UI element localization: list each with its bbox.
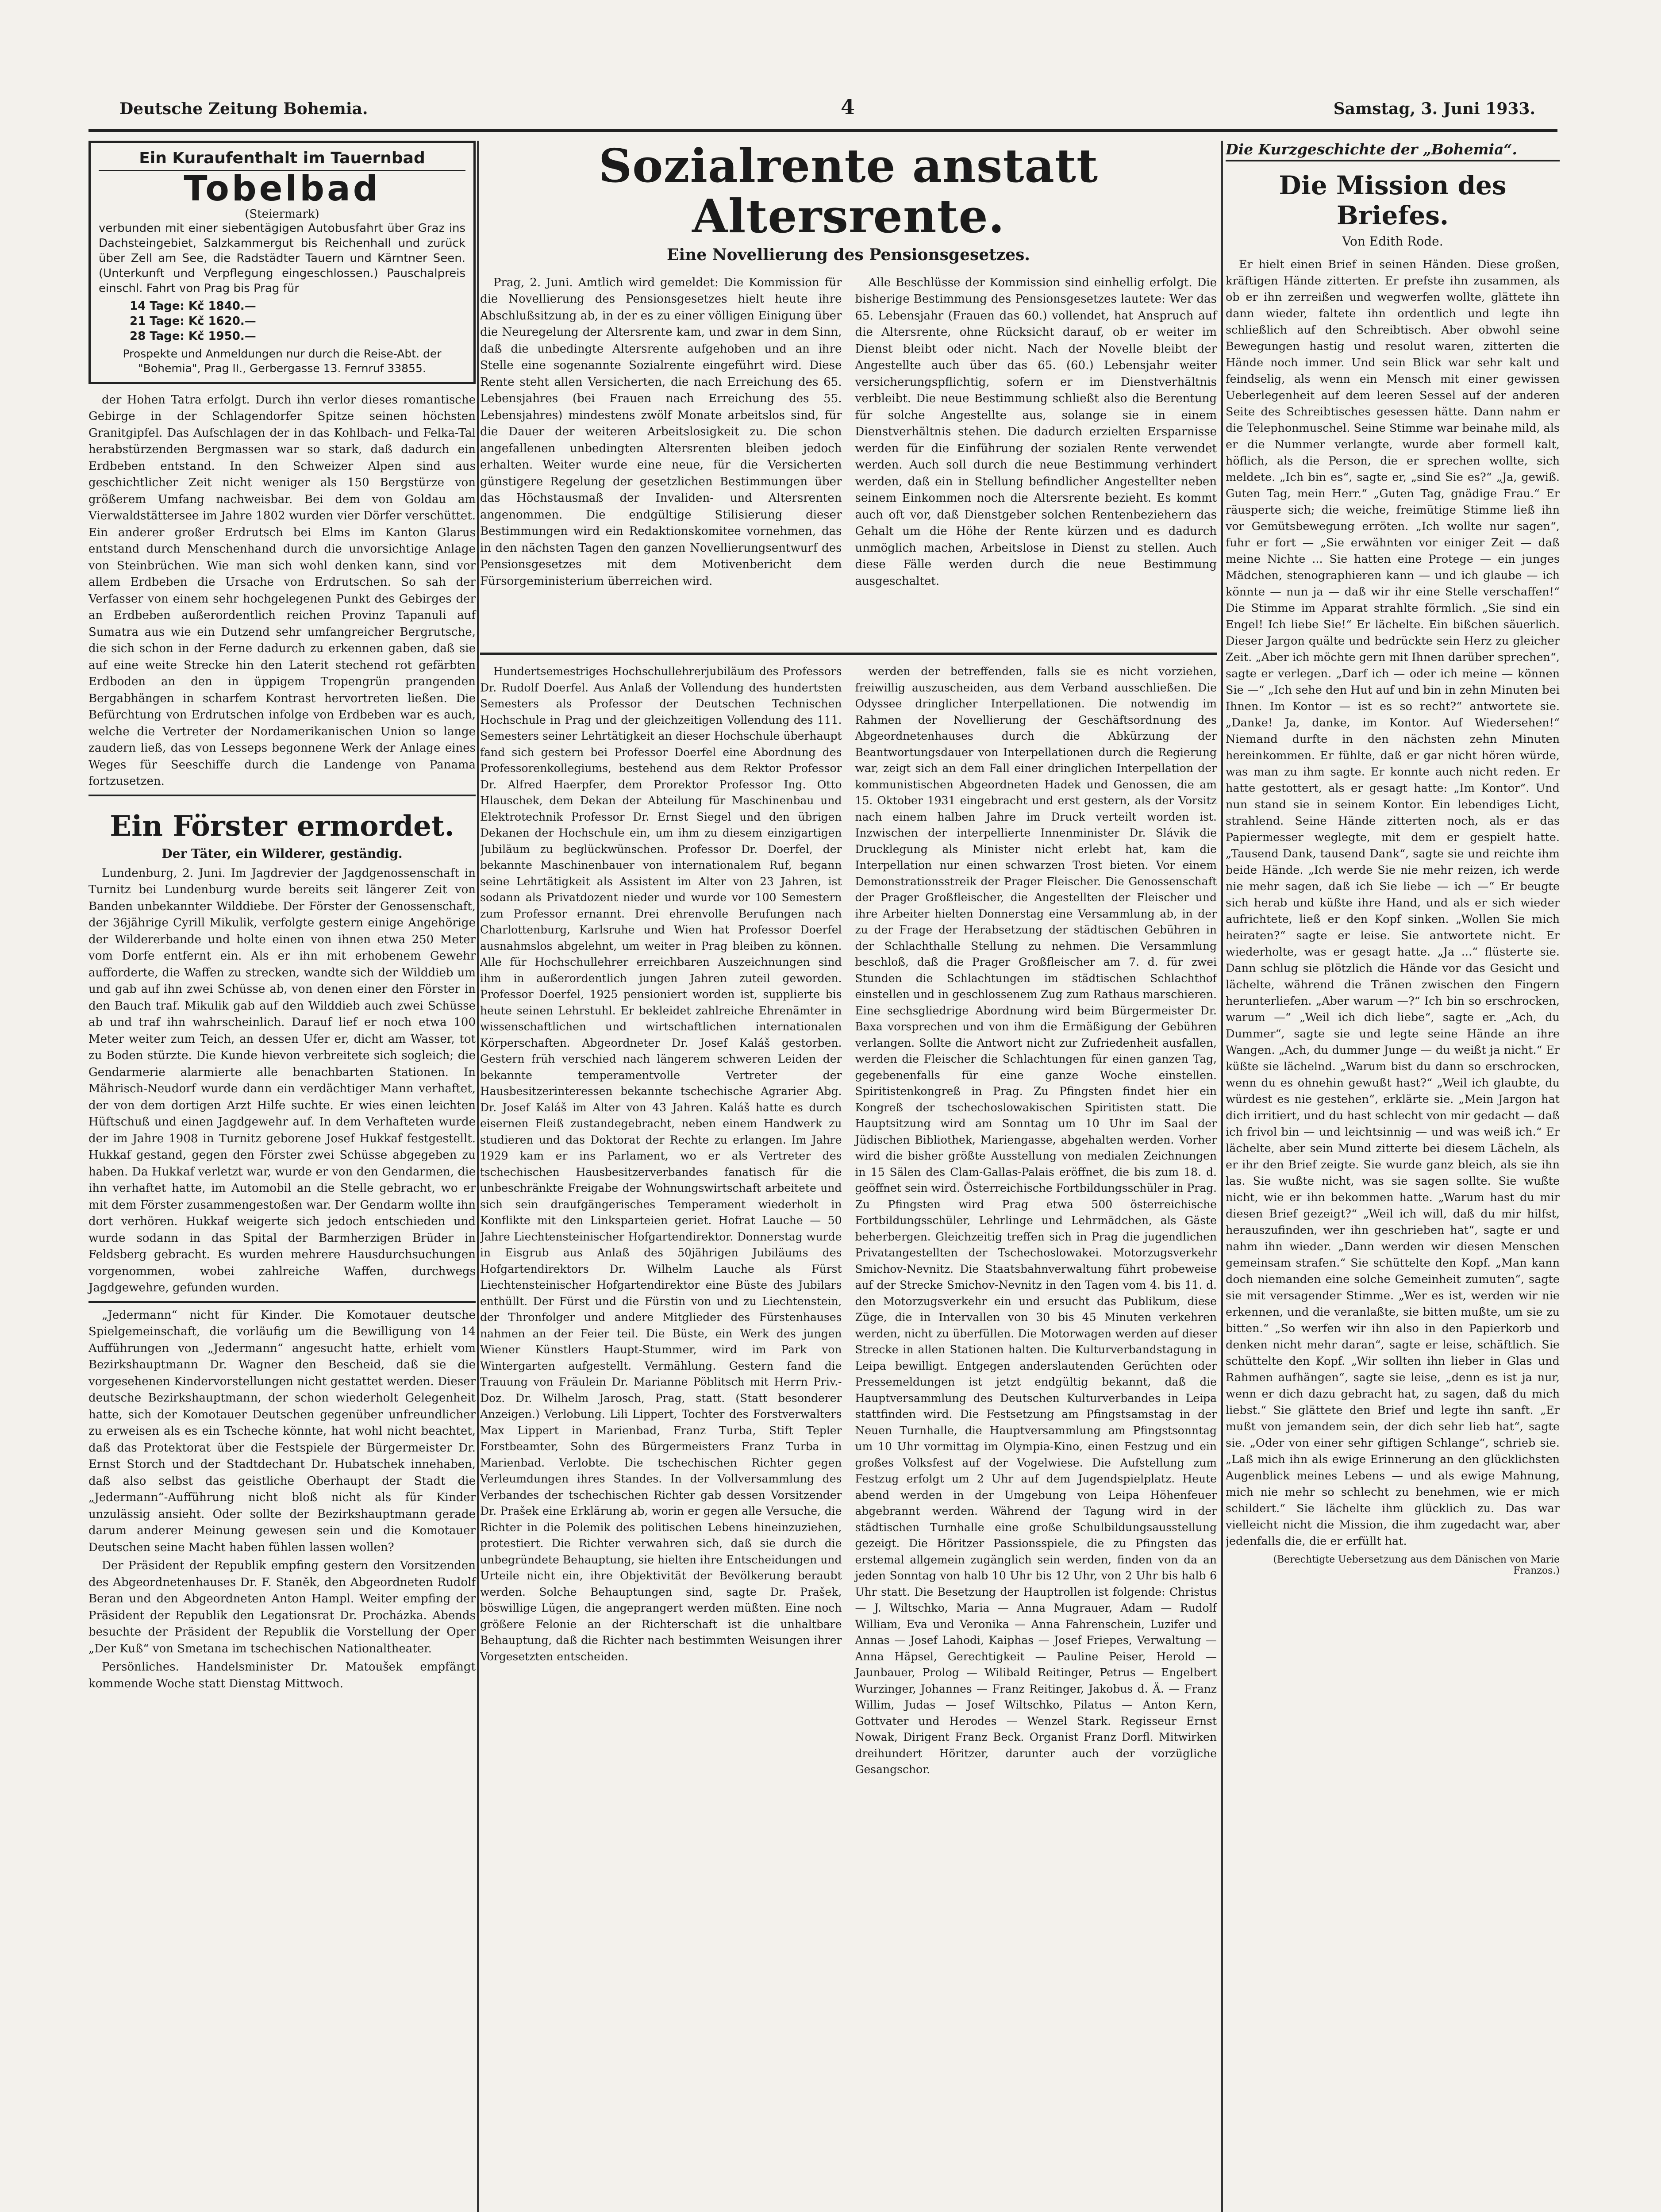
news-item: Persönliches. Handelsminister Dr. Matoušek empfängt kommende Woche statt Dienstag Mittwoch. [88, 1660, 476, 1690]
page-number: 4 [841, 95, 855, 119]
issue-date: Samstag, 3. Juni 1933. [1333, 100, 1535, 118]
ad-headline: Ein Kuraufenthalt im Tauernbad [99, 149, 465, 171]
column-rule [477, 141, 479, 2212]
divider [88, 1301, 476, 1303]
local-news [480, 664, 1217, 2212]
story-text: Er hielt einen Brief in seinen Händen. Diese großen, kräftigen Hände zitterten. Er prefste ihn zusammen, als ob er ihn zerreißen und wegwerfen wollte, glättete ihn dann wieder, faltete ihn ordentlich und legte ihn schließlich auf den Schreibtisch. Aber obwohl seine Bewegungen hastig und resolut waren, zitterten die Hände noch immer. Und sein Blick war sehr kalt und feindselig, als wenn ein Mensch mit einer gewissen Ueberlegenheit auf dem leeren Sessel auf der anderen Seite des Schreibtisches gesessen hätte. Dann nahm er die Telephonmuschel. Seine Stimme war beinahe mild, als er die Nummer verlangte, wurde aber formell kalt, höflich, als die Person, die er sprechen wollte, sich meldete. „Ich bin es“, sagte er, „sind Sie es?“ „Ja, gewiß. Guten Tag, mein Herr.“ „Guten Tag, gnädige Frau.“ Er räusperte sich; die weiche, freimütige Stimme ließ ihn vor Gemütsbewegung erröten. „Ich wollte nur sagen“, fuhr er fort — „Sie erwähnten vor einiger Zeit — daß meine Nichte ... Sie hatten eine Protege — ein junges Mädchen, stenographieren kann — und ich glaube — ich könnte — nun ja — daß wir ihr eine Stelle verschaffen!“ Die Stimme im Apparat strahlte förmlich. „Sie sind ein Engel! Ich liebe Sie!“ Er lächelte. Ein bißchen säuerlich. Dieser Jargon quälte und bedrückte sein Herz zu gleicher Zeit. „Aber ich möchte gern mit Ihnen darüber sprechen“, sagte er verlegen. „Darf ich — oder ich meine — können Sie —“ „Ich sehe den Hut auf und bin in zehn Minuten bei Ihnen. Im Kontor — ist es so recht?“ antwortete sie. „Danke! Ja, danke, im Kontor. Auf Wiedersehen!“ Niemand durfte in den nächsten zehn Minuten hereinkommen. Er fühlte, daß er gar nicht hören würde, was man zu ihm sagte. Er konnte auch nicht reden. Er hatte gestottert, als er gesagt hatte: „Im Kontor“. Und nun stand sie in seinem Kontor. Ein lebendiges Licht, strahlend. Seine Hände zitterten noch, als er das Papiermesser weglegte, mit dem er gespielt hatte. „Tausend Dank, tausend Dank“, sagte sie und reichte ihm beide Hände. „Ich werde Sie nie mehr reizen, ich werde nie mehr sagen, daß ich Sie liebe — ich —“ Er beugte sich herab und küßte ihre Hand, und als er sich wieder aufrichtete, ließ er den Kopf sinken. „Wollen Sie mich heiraten?“ sagte er leise. Sie antwortete nicht. Er wiederholte, was er gesagt hatte. „Ja ...“ flüsterte sie. Dann schlug sie plötzlich die Hände vor das Gesicht und lächelte, während die Tränen zwischen den Fingern herunterliefen. „Aber warum —?“ Ich bin so erschrocken, warum —“ „Weil ich dich liebe“, sagte er. „Ach, du Dummer“, sagte sie und legte seine Hände an ihre Wangen. „Ach, du dummer Junge — du weißt ja nicht.“ Er küßte sie lächelnd. „Warum bist du dann so erschrocken, wenn du es ohnehin gewußt hast?“ „Weil ich glaubte, du würdest es nie gestehen“, erklärte sie. „Mein Jargon hat dich irritiert, und du hast schlecht von mir gedacht — daß ich frivol bin — und leichtsinnig — und was weiß ich.“ Er lächelte, aber sein Mund zitterte bei diesem Lächeln, als er ihr den Brief zeigte. Sie wurde ganz bleich, als sie ihn las. Sie wußte nicht, was sie sagen sollte. Sie wußte nicht, wie er ihn bekommen hatte. „Warum hast du mir diesen Brief gezeigt?“ „Weil ich will, daß du mir hilfst, herauszufinden, wer ihn geschrieben hat“, sagte er und nahm ihn wieder. „Dann werden wir diesen Menschen gemeinsam strafen.“ Sie schüttelte den Kopf. „Man kann doch niemanden eine solche Gemeinheit zumuten“, sagte sie mit versagender Stimme. „Wer es ist, werden wir nie erkennen, und die veranlaßte, sie bitten mußte, um sie zu bitten.“ „So werfen wir ihn also in den Papierkorb und denken nicht mehr daran“, sagte er leise, schäftlich. Sie schüttelte den Kopf. „Wir sollten ihn lieber in Glas und Rahmen aufhängen“, sagte sie leise, „denn es ist ja nur, wenn er dich dazu gebracht hat, zu sagen, daß du mich liebst.“ Sie glättete den Brief und legte ihn sanft. „Er mußt von jemandem sein, der dich sehr lieb hat“, sagte sie. „Oder von einer sehr giftigen Schlange“, schrieb sie. „Laß mich ihn als ewige Erinnerung an den glücklichsten Augenblick meines Lebens — und als ewige Mahnung, mich nie mehr so schlecht zu benehmen, wie er mich schildert.“ Sie lächelte ihm glücklich zu. Das war vielleicht nicht die Mission, die ihm zugedacht war, aber jedenfalls die, die er erfüllt hat. [1226, 258, 1560, 1548]
local-news-body [480, 664, 1217, 1780]
main-article-body [480, 275, 1217, 592]
column-rule [1221, 141, 1223, 2212]
story-title: Die Mission des Briefes. [1279, 170, 1507, 230]
ad-footer: Prospekte und Anmeldungen nur durch die Reise-Abt. der "Bohemia", Prag II., Gerbergasse 13. Fernruf 33855. [123, 347, 442, 375]
column-1 [88, 141, 476, 1694]
story-body [1226, 257, 1560, 1550]
landslide-article [88, 392, 476, 790]
short-story [1226, 141, 1560, 2212]
paper-name: Deutsche Zeitung Bohemia. [119, 100, 368, 118]
article-paragraph: Prag, 2. Juni. Amtlich wird gemeldet: Die Kommission für die Novellierung des Pensionsgesetzes hielt heute ihre Abschlußsitzung ab, in der es zu einer völligen Einigung über die Neuregelung der Altersrente kam, und zwar in dem Sinn, daß die unbedingte Altersrente aufgehoben und an ihre Stelle eine sogenannte Sozialrente eingeführt wird. Diese Rente steht allen Versicherten, die nach Erreichung des 65. Lebensjahres (bei Frauen nach Erreichung des 55. Lebensjahres) mindestens zwölf Monate arbeitslos sind, für die Dauer der weiteren Arbeitslosigkeit zu. Die schon angefallenen unbedingten Altersrenten bleiben jedoch erhalten. Weiter wurde eine neue, für die Versicherten günstigere Regelung der gesetzlichen Bestimmungen über das Höchstausmaß der Invaliden- und Altersrenten angenommen. Die endgültige Stilisierung dieser Bestimmungen wird ein Redaktionskomitee vornehmen, das in den nächsten Tagen den ganzen Novellierungsentwurf des Pensionsgesetzes mit dem Motivenbericht dem Fürsorgeministerium überreichen wird. [480, 276, 842, 588]
header-rule [88, 129, 1557, 132]
ad-price: 21 Tage: Kč 1620.— [130, 314, 256, 328]
main-subheadline: Eine Novellierung des Pensionsgesetzes. [667, 245, 1030, 264]
main-headline: Sozialrente anstatt Altersrente. [599, 138, 1098, 244]
ad-price: 28 Tage: Kč 1950.— [130, 329, 256, 343]
advertisement [88, 141, 476, 384]
running-header [119, 95, 1535, 126]
story-author: Von Edith Rode. [1342, 234, 1443, 249]
ad-name: Tobelbad [184, 169, 381, 209]
article-paragraph: Lundenburg, 2. Juni. Im Jagdrevier der Jagdgenossenschaft in Turnitz bei Lundenburg wurde bereits seit längerer Zeit von Banden unbekannter Wilddiebe. Der Förster der Genossenschaft, der 36jährige Cyrill Mikulik, verfolgte gestern einige Angehörige der Wildererbande und holte einen von ihnen etwa 250 Meter vom Dorfe entfernt ein. Als er ihn mit erhobenem Gewehr aufforderte, die Waffen zu strecken, wandte sich der Wilddieb um und gab auf ihn zwei Schüsse ab, von denen einer den Förster in den Bauch traf. Mikulik gab auf den Wilddieb auch zwei Schüsse ab und traf ihn wahrscheinlich. Darauf lief er noch etwa 100 Meter weiter zum Teich, an dessen Ufer er, dicht am Wasser, tot zu Boden stürzte. Die Kunde hievon verbreitete sich sogleich; die Gendarmerie alarmierte alle benachbarten Stationen. In Mährisch-Neudorf wurde dann ein verdächtiger Mann verhaftet, der von dem dortigen Arzt Hilfe suchte. Er wies einen leichten Hüftschuß und einen Jagdgewehr auf. In dem Verhafteten wurde der im Jahre 1908 in Turnitz geborene Josef Hukkaf festgestellt. Hukkaf gestand, gegen den Förster zwei Schüsse abgegeben zu haben. Da Hukkaf verletzt war, wurde er von den Gendarmen, die ihn verhaftet hatte, im Automobil an die Stelle gebracht, wo er mit dem Förster zusammengestoßen war. Der Gendarm wollte ihn dort verhören. Hukkaf weigerte sich jedoch entschieden und wurde sodann in das Spital der Barmherzigen Brüder in Feldsberg gebracht. Es wurden mehrere Hausdurchsuchungen vorgenommen, wobei zahlreiche Waffen, durchwegs Jagdgewehre, gefunden wurden. [88, 866, 476, 1295]
news-item: „Jedermann“ nicht für Kinder. Die Komotauer deutsche Spielgemeinschaft, die vorläufig um die Bewilligung von 14 Aufführungen von „Jedermann“ angesucht hatte, erhielt vom Bezirkshauptmann Dr. Wagner den Bescheid, daß sie die vorgesehenen Kindervorstellungen nicht gestattet werden. Dieser deutsche Bezirkshauptmann, der schon wiederholt Gelegenheit hatte, sich der Komotauer Deutschen gegenüber unfreundlicher zu erweisen als es ein Tscheche könnte, hat wohl nicht beachtet, daß das Protektorat über die Festspiele der Bürgermeister Dr. Ernst Storch und der Stadtdechant Dr. Hubatschek innehaben, daß also selbst das geistliche Oberhaupt der Stadt die „Jedermann“-Aufführung nicht bloß nicht als für Kinder unzulässig ansieht. Oder sollte der Bezirkshauptmann gerade darum anderer Meinung gewesen sein und die Komotauer Deutschen seine Macht haben fühlen lassen wollen? [88, 1308, 476, 1554]
divider [88, 795, 476, 796]
article-title: Ein Förster ermordet. [110, 809, 454, 843]
divider [480, 653, 1217, 655]
short-news [88, 1307, 476, 1693]
news-item: Hundertsemestriges Hochschullehrerjubiläum des Professors Dr. Rudolf Doerfel. Aus Anlaß der Vollendung des hundertsten Semesters als Professor der Deutschen Technischen Hochschule in Prag und der gleichzeitigen Vollendung des 111. Semesters seiner Lehrtätigkeit an dieser Hochschule überhaupt fand sich gestern bei Professor Doerfel eine Abordnung des Professorenkollegiums, bestehend aus dem Rektor Professor Dr. Alfred Haerpfer, dem Prorektor Professor Ing. Otto Hlauschek, dem Dekan der Abteilung für Maschinenbau und Elektrotechnik Professor Dr. Ernst Siegel und den übrigen Dekanen der Hochschule ein, um ihm zu diesem einzigartigen Jubiläum zu beglückwünschen. Professor Dr. Doerfel, der bekannte Maschinenbauer von internationalem Ruf, begann seine Lehrtätigkeit als Assistent im Alter von 23 Jahren, ist sodann als Privatdozent nieder und wurde vor 100 Semestern zum Professor ernannt. Drei ehrenvolle Berufungen nach Charlottenburg, Karlsruhe und Wien hat Professor Doerfel ausnahmslos abgelehnt, um weiter in Prag bleiben zu können. Alle für Hochschullehrer erreichbaren Auszeichnungen sind ihm in außerordentlich jungen Jahren zuteil geworden. Professor Doerfel, 1925 pensioniert worden ist, supplierte bis heute seinen Lehrstuhl. Er bekleidet zahlreiche Ehrenämter in wissenschaftlichen und wirtschaftlichen internationalen Körperschaften. Abgeordneter Dr. Josef Kaláš gestorben. Gestern früh verschied nach längerem schweren Leiden der bekannte temperamentvolle Vertreter der Hausbesitzerinteressen bekannte tschechische Agrarier Abg. Dr. Josef Kaláš im Alter von 43 Jahren. Kaláš hatte es durch eisernen Fleiß zustandegebracht, neben einem Handwerk zu studieren und das Doktorat der Rechte zu erlangen. Im Jahre 1929 kam er ins Parlament, wo er als Vertreter des tschechischen Hausbesitzerverbandes fanatisch für die unbeschränkte Freigabe der Wohnungswirtschaft arbeitete und sich sein draufgängerisches Temperament wiederholt in Konflikte mit den Linksparteien geriet. Hofrat Lauche — 50 Jahre Liechtensteinischer Hofgartendirektor. Donnerstag wurde in Eisgrub aus Anlaß des 50jährigen Jubiläums des Hofgartendirektors Dr. Wilhelm Lauche als Fürst Liechtensteinischer Hofgartendirektor eine Büste des Jubilars enthüllt. Der Fürst und die Fürstin von und zu Liechtenstein, der Thronfolger und andere Mitglieder des Fürstenhauses nahmen an der Feier teil. Die Büste, ein Werk des jungen Wiener Künstlers Haupt-Stummer, wird im Park von Wintergarten aufgestellt. Vermählung. Gestern fand die Trauung von Fräulein Dr. Marianne Pöblitsch mit Herrn Priv.-Doz. Dr. Wilhelm Jarosch, Prag, statt. (Statt besonderer Anzeigen.) Verlobung. Lili Lippert, Tochter des Forstverwalters Max Lippert in Marienbad, Franz Turba, Stift Tepler Forstbeamter, Sohn des Bürgermeisters Franz Turba in Marienbad. Verlobte. Die tschechischen Richter gegen Verleumdungen ihres Standes. In der Vollversammlung des Verbandes der tschechischen Richter gab dessen Vorsitzender Dr. Prašek eine Erklärung ab, worin er gegen alle Versuche, die Richter in die Polemik des politischen Lebens hineinzuziehen, protestiert. Die Richter verwahren sich, daß sie durch die unbegründete Behauptung, sie hielten ihre Entscheidungen und Urteile nicht ein, ihre Objektivität der Bevölkerung beraubt werden. Solche Behauptungen sind, sagte Dr. Prašek, böswillige Lügen, die angeprangert werden müßten. Eine noch größere Felonie an der Richterschaft ist die unhaltbare Behauptung, daß die Richter nach bestimmten Weisungen ihrer Vorgesetzten entscheiden. [480, 665, 842, 1663]
news-item: Der Präsident der Republik empfing gestern den Vorsitzenden des Abgeordnetenhauses Dr. F. Staněk, den Abgeordneten Rudolf Beran und den Abgeordneten Anton Hampl. Weiter empfing der Präsident der Republik den Legationsrat Dr. Procházka. Abends besuchte der Präsident der Republik die Vorstellung der Oper „Der Kuß“ von Smetana im tschechischen Nationaltheater. [88, 1559, 476, 1655]
translation-note: (Berechtigte Uebersetzung aus dem Dänischen von Marie Franzos.) [1273, 1554, 1560, 1576]
ad-region: (Steiermark) [245, 207, 319, 221]
ad-price: 14 Tage: Kč 1840.— [130, 299, 256, 313]
article-paragraph: Alle Beschlüsse der Kommission sind einhellig erfolgt. Die bisherige Bestimmung des Pensionsgesetzes lautete: Wer das 65. Lebensjahr (Frauen das 60.) vollendet, hat Anspruch auf die Altersrente, ohne Rücksicht darauf, ob er weiter im Dienst bleibt oder nicht. Nach der Novelle bleibt der Angestellte auch über das 65. (60.) Lebensjahr weiter versicherungspflichtig, sofern er im Dienstverhältnis verbleibt. Die neue Bestimmung schließt also die Berentung für solche Angestellte aus, solange sie in einem Dienstverhältnis stehen. Die dadurch erzielten Ersparnisse werden für die Einführung der sozialen Rente verwendet werden. Auch soll durch die neue Bestimmung verhindert werden, daß ein in Stellung befindlicher Angestellter neben seinem Einkommen noch die Altersrente bezieht. Es kommt auch oft vor, daß Dienstgeber solchen Rentenbeziehern das Gehalt um die Höhe der Rente kürzen und es dadurch unmöglich machen, Arbeitslose in Dienst zu stellen. Auch diese Fälle werden durch die neue Bestimmung ausgeschaltet. [855, 276, 1217, 588]
section-kicker: Die Kurzgeschichte der „Bohemia“. [1226, 141, 1560, 161]
article-subtitle: Der Täter, ein Wilderer, geständig. [161, 846, 403, 861]
main-article [480, 138, 1217, 649]
news-item: werden der betreffenden, falls sie es nicht vorziehen, freiwillig auszuscheiden, aus dem Verband ausschließen. Die Odyssee dringlicher Interpellationen. Die notwendig im Rahmen der Novellierung der Geschäftsordnung des Abgeordnetenhauses durch die Abkürzung der Beantwortungsdauer von Interpellationen durch die Regierung war, zeigt sich an dem Fall einer dringlichen Interpellation der kommunistischen Abgeordneten Hadek und Genossen, die am 15. Oktober 1931 eingebracht und erst gestern, als der Vorsitz nach einem halben Jahre im Druck verteilt worden ist. Inzwischen der interpellierte Innenminister Dr. Slávik die Drucklegung als Minister nicht erlebt hat, kam die Interpellation nur einen schwarzen Trost bieten. Vor einem Demonstrationsstreik der Prager Fleischer. Die Genossenschaft der Prager Großfleischer, die Angestellten der Fleischer und ihre Arbeiter hielten Donnerstag eine Versammlung ab, in der zu der Frage der Herabsetzung der städtischen Gebühren in der Schlachthalle Stellung zu nehmen. Die Versammlung beschloß, daß die Prager Großfleischer am 7. d. für zwei Stunden die Schlachtungen im städtischen Schlachthof einstellen und in geschlossenem Zug zum Rathaus marschieren. Eine sechsgliedrige Abordnung wird beim Bürgermeister Dr. Baxa vorsprechen und von ihm die Ermäßigung der Gebühren verlangen. Sollte die Antwort nicht zur Zufriedenheit ausfallen, werden die Fleischer die Schlachtungen für einen ganzen Tag, gegebenenfalls für eine ganze Woche einstellen. Spiritistenkongreß in Prag. Zu Pfingsten findet hier ein Kongreß der tschechoslowakischen Spiritisten statt. Die Hauptsitzung wird am Sonntag um 10 Uhr im Saal der Jüdischen Bibliothek, Mariengasse, abgehalten werden. Vorher wird die bisher größte Ausstellung von medialen Zeichnungen in 15 Sälen des Clam-Gallas-Palais eröffnet, die bis zum 18. d. geöffnet sein wird. Österreichische Fortbildungsschüler in Prag. Zu Pfingsten wird Prag etwa 500 österreichische Fortbildungsschüler, Lehrlinge und Lehrmädchen, als Gäste beherbergen. Gleichzeitig treffen sich in Prag die jugendlichen Privatangestellten der Tschechoslowakei. Motorzugsverkehr Smichov-Nevnitz. Die Staatsbahnverwaltung führt probeweise auf der Strecke Smichov-Nevnitz in den Tagen vom 4. bis 11. d. den Motorzugsverkehr ein und ersucht das Publikum, diese Züge, die in Intervallen von 30 bis 45 Minuten verkehren werden, nicht zu überfüllen. Die Motorwagen werden auf dieser Strecke in allen Stationen halten. Die Kulturverbandstagung in Leipa bewilligt. Entgegen anderslautenden Gerüchten oder Pressemeldungen ist jetzt endgültig bekannt, daß die Hauptversammlung des Deutschen Kulturverbandes in Leipa stattfinden wird. Die Festsetzung am Pfingstsamstag in der Neuen Turnhalle, die Hauptversammlung am Pfingstsonntag um 10 Uhr vormittag im Olympia-Kino, einen Festzug und ein großes Volksfest auf der Vogelwiese. Die Aufstellung zum Festzug erfolgt um 2 Uhr auf dem Jugendspielplatz. Heute abend werden in der Umgebung von Leipa Höhenfeuer abgebrannt werden. Während der Tagung wird in der städtischen Turnhalle eine große Schulbildungsausstellung gezeigt. Die Höritzer Passionsspiele, die zu Pfingsten das erstemal allgemein zugänglich sein werden, finden von da an jeden Sonntag von halb 10 Uhr bis 12 Uhr, von 2 Uhr bis halb 6 Uhr statt. Die Besetzung der Hauptrollen ist folgende: Christus — J. Wiltschko, Maria — Anna Mugrauer, Adam — Rudolf William, Eva und Veronika — Anna Fahrenschein, Luzifer und Annas — Josef Lahodi, Kaiphas — Josef Friepes, Verwaltung — Anna Häpsel, Gerechtigkeit — Pauline Peiser, Herold — Jaunbauer, Prolog — Wilibald Reitinger, Petrus — Engelbert Wurzinger, Johannes — Franz Reitinger, Jakobus d. Ä. — Franz Willim, Judas — Josef Wiltschko, Pilatus — Anton Kern, Gottvater und Herodes — Wenzel Stark. Regisseur Ernst Nowak, Dirigent Franz Beck. Organist Franz Dorfl. Mitwirken dreihundert Höritzer, darunter auch der vorzügliche Gesangschor. [855, 665, 1217, 1776]
article-paragraph: der Hohen Tatra erfolgt. Durch ihn verlor dieses romantische Gebirge in der Schlagendorfer Spitze seinen höchsten Granitgipfel. Das Aufschlagen der in das Kohlbach- und Felka-Tal herabstürzenden Bergmassen war so stark, daß dadurch ein Erdbeben entstand. In den Schweizer Alpen sind aus geschichtlicher Zeit nicht weniger als 150 Bergstürze von größerem Umfang nachweisbar. Bei dem von Goldau am Vierwaldstättersee im Jahre 1802 wurden vier Dörfer verschüttet. Ein anderer großer Erdrutsch bei Elms im Kanton Glarus entstand durch Menschenhand durch die unvorsichtige Anlage von Steinbrüchen. Wie man sich wohl denken kann, sind vor allem Erdbeben die Ursache von Erdrutschen. So sah der Verfasser von einem sehr hochgelegenen Punkt des Gebirges der an Erdbeben außerordentlich reichen Provinz Tapanuli auf Sumatra aus wie ein Dutzend sehr umfangreicher Bergrutsche, die sich schon in der Ferne dadurch zu erkennen gaben, daß sie auf eine weite Strecke hin den Laterit stechend rot gefärbten Erdboden an den in üppigem Tropengrün prangenden Bergabhängen in scharfem Kontrast hervortreten ließen. Die Befürchtung von Erdrutschen infolge von Erdbeben war es auch, welche die Vertreter der Nordamerikanischen Union so lange zaudern ließ, das von Lesseps begonnene Werk der Anlage eines Weges für Seeschiffe durch die Landenge von Panama fortzusetzen. [88, 393, 476, 788]
ad-body: verbunden mit einer siebentägigen Autobusfahrt über Graz ins Dachsteingebiet, Salzkammergut bis Reichenhall und zurück über Zell am See, die Radstädter Tauern und Kärntner Seen. (Unterkunft und Verpflegung eingeschlossen.) Pauschalpreis einschl. Fahrt von Prag bis Prag für [99, 221, 465, 295]
ad-prices [130, 299, 465, 344]
forester-article [88, 865, 476, 1297]
